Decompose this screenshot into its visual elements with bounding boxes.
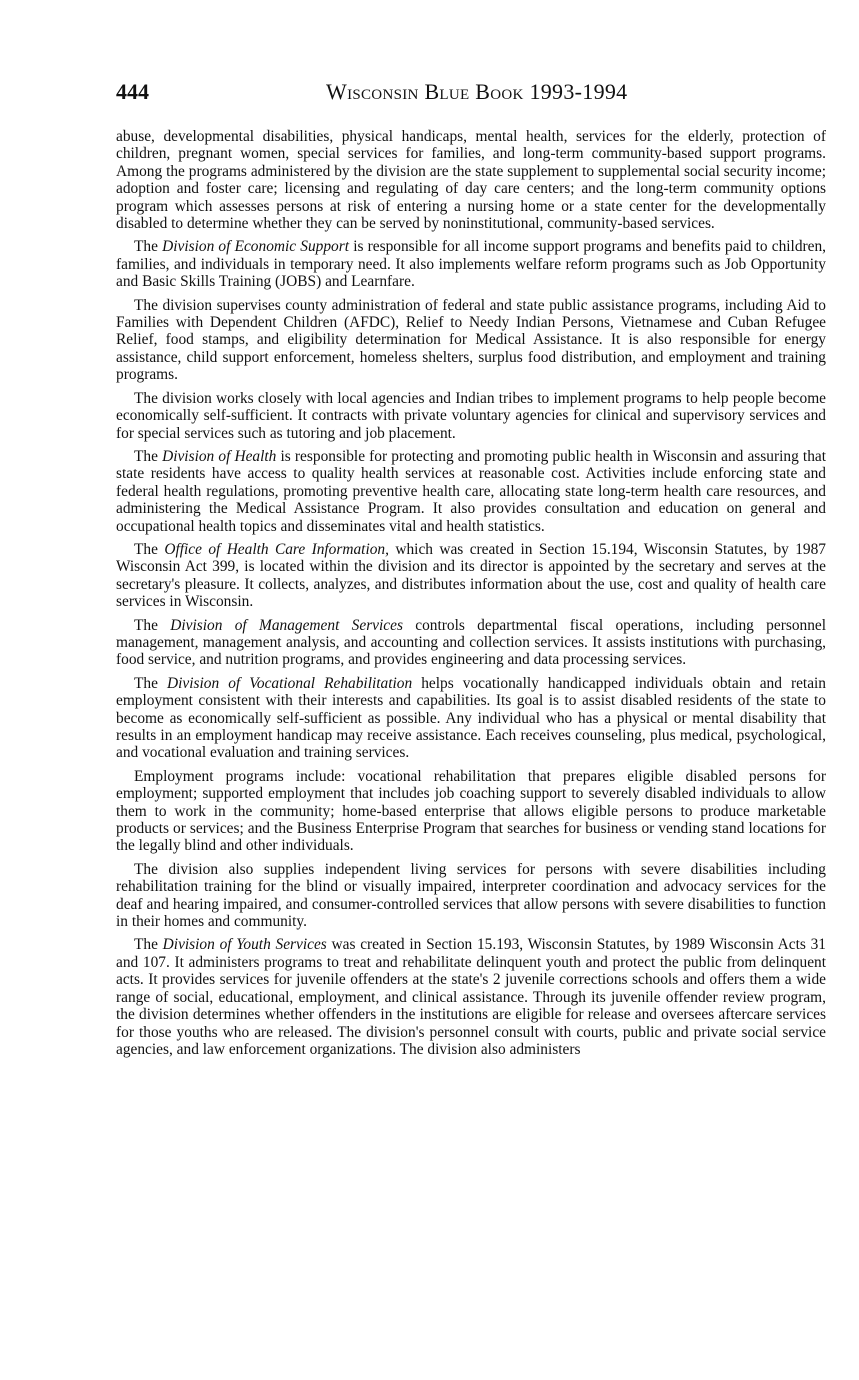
paragraph-text: Employment programs include: vocational rehabilitation that prepares eligible disabled persons for employment; supported employment that includes job coaching support to severely disabled individuals to allow them to work in the community; home-based enterprise that allows eligible persons to produce marketable products or services; and the Business Enterprise Program that searches for business or vending stand locations for the legally blind and other individuals.	[116, 767, 826, 855]
paragraph-text: was created in Section 15.193, Wisconsin Statutes, by 1989 Wisconsin Acts 31 and 107. It administers programs to treat and rehabilitate delinquent youth and protect the public from delinquent acts. It provides services for juvenile offenders at the state's 2 juvenile corrections schools and offers them a wide range of social, educational, employment, and clinical assistance. Through its juvenile offender review program, the division determines whether offenders in the institutions are eligible for release and oversees aftercare services for those youths who are released. The division's personnel consult with courts, public and private social service agencies, and law enforcement organizations. The division also administers	[116, 936, 826, 1058]
paragraph-health-care-information	[116, 541, 826, 611]
paragraph-economic-support	[116, 238, 826, 290]
paragraph-text: which was created in Section 15.194, Wisconsin Statutes, by 1987 Wisconsin Act 399, is located within the division and its director is appointed by the secretary and serves at the secretary's pleasure. It collects, analyzes, and distributes information about the use, cost and quality of health care services in Wisconsin.	[116, 540, 827, 611]
paragraph-text: controls departmental fiscal operations, including personnel management, management analysis, and accounting and collection services. It assists institutions with purchasing, food service, and nutrition programs, and provides engineering and data processing services.	[116, 616, 827, 669]
division-name: Division of Economic Support	[162, 238, 350, 256]
paragraph-local-agencies	[116, 390, 826, 442]
paragraph-lead: The	[134, 447, 163, 465]
paragraph-text: The division also supplies independent living services for persons with severe disabilities including rehabilitation training for the blind or visually impaired, interpreter coordination and advocacy services for the deaf and hearing impaired, and consumer-controlled services that allow persons with severe disabilities to function in their homes and community.	[116, 860, 826, 931]
paragraph-lead: The	[134, 674, 167, 692]
running-title: Wisconsin Blue Book 1993-1994	[326, 79, 628, 104]
paragraph-text: is responsible for all income support programs and benefits paid to children, families, and individuals in temporary need. It also implements welfare reform programs such as Job Opportunity and Basic Skills Training (JOBS) and Learnfare.	[116, 238, 827, 291]
body-text	[116, 128, 826, 1058]
book-page	[116, 78, 826, 1064]
paragraph-text: The division works closely with local agencies and Indian tribes to implement programs to help people become economically self-sufficient. It contracts with private voluntary agencies for clinical and supervisory services and for special services such as tutoring and job placement.	[116, 389, 826, 442]
paragraph-vocational-rehabilitation	[116, 675, 826, 762]
paragraph-lead: The	[134, 238, 163, 256]
division-name: Division of Vocational Rehabilitation	[166, 674, 413, 692]
paragraph-lead: The	[134, 616, 171, 634]
paragraph-health	[116, 448, 826, 535]
paragraph-text: helps vocationally handicapped individuals obtain and retain employment consistent with their interests and capabilities. Its goal is to assist disabled residents of the state to become as economically self-sufficient as possible. Any individual who has a physical or mental disability that results in an employment handicap may receive assistance. Each receives counseling, plus medical, psychological, and vocational evaluation and training services.	[116, 674, 826, 762]
paragraph-text: The division supervises county administration of federal and state public assistance programs, including Aid to Families with Dependent Children (AFDC), Relief to Needy Indian Persons, Vietnamese and Cuban Refugee Relief, food stamps, and eligibility determination for Medical Assistance. It is also responsible for energy assistance, child support enforcement, homeless shelters, surplus food distribution, and employment and training programs.	[116, 296, 826, 384]
paragraph-text: is responsible for protecting and promoting public health in Wisconsin and assuring that state residents have access to quality health services at reasonable cost. Activities include enforcing state and federal health regulations, promoting preventive health care, allocating state long-term health care resources, and administering the Medical Assistance Program. It also provides consultation and education on general and occupational health topics and disseminates vital and health statistics.	[116, 447, 826, 535]
page-number: 444	[116, 79, 149, 104]
paragraph-lead: The	[134, 936, 163, 954]
paragraph-public-assistance	[116, 297, 826, 384]
office-name: Office of Health Care Information,	[164, 540, 389, 558]
page-header	[116, 78, 826, 114]
paragraph-youth-services	[116, 936, 826, 1058]
paragraph-independent-living	[116, 861, 826, 931]
division-name: Division of Youth Services	[162, 936, 327, 954]
division-name: Division of Management Services	[170, 616, 403, 634]
paragraph-text: abuse, developmental disabilities, physical handicaps, mental health, services for the elderly, protection of children, pregnant women, special services for families, and long-term community-based support programs. Among the programs administered by the division are the state supplement to supplemental social security income; adoption and foster care; licensing and regulating of day care centers; and the long-term community options program which assesses persons at risk of entering a nursing home or a state center for the developmentally disabled to determine whether they can be served by noninstitutional, community-based services.	[116, 128, 826, 233]
paragraph-management-services	[116, 617, 826, 669]
paragraph-lead: The	[134, 540, 165, 558]
paragraph-continued	[116, 128, 826, 232]
division-name: Division of Health	[162, 447, 277, 465]
paragraph-employment-programs	[116, 768, 826, 855]
